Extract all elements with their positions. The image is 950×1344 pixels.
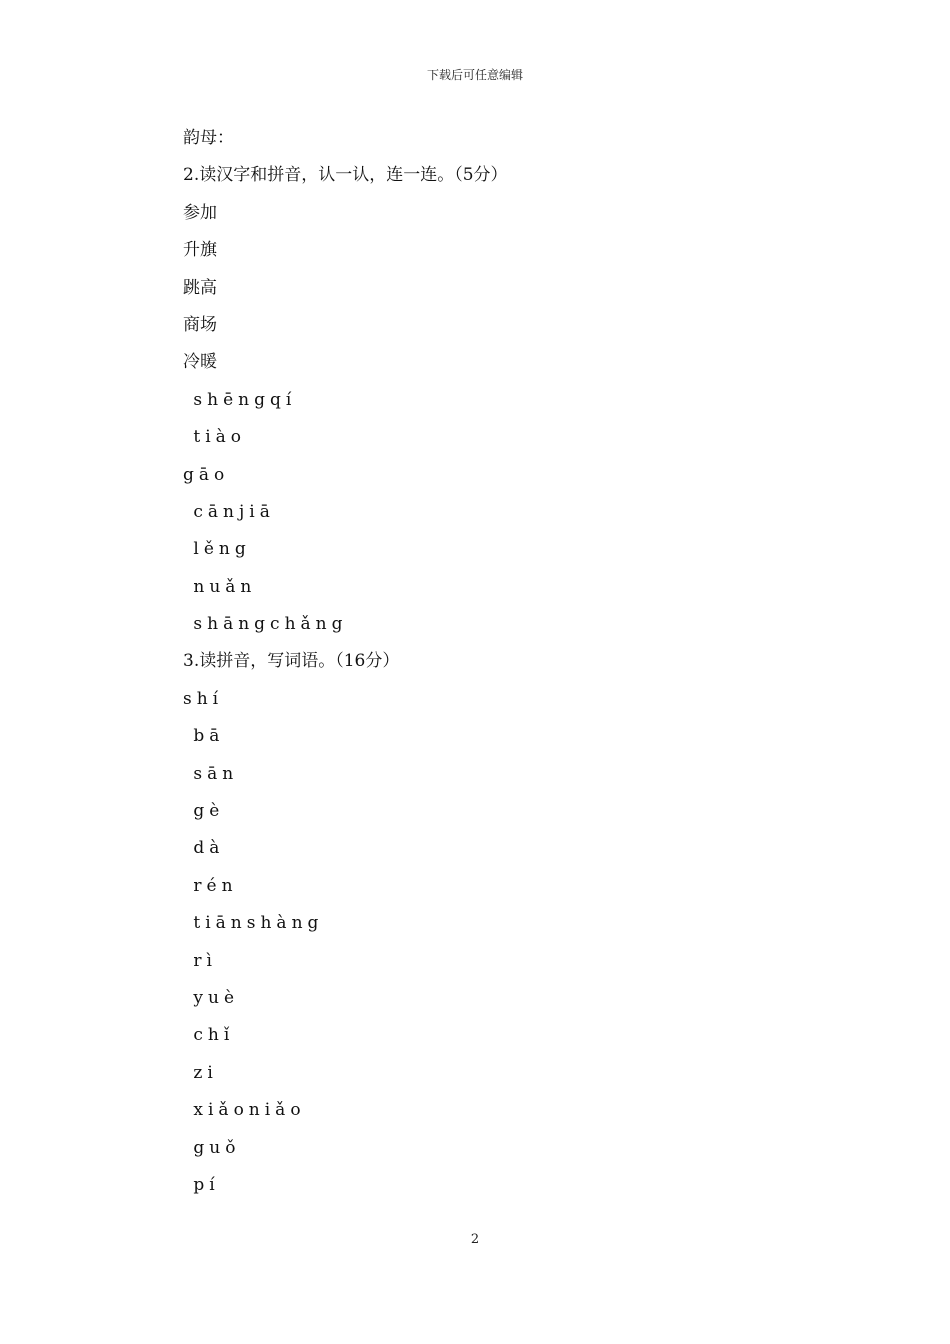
hanzi-line: 参加 xyxy=(183,202,217,223)
hanzi-line: 跳高 xyxy=(183,277,217,298)
pinyin-line: yuè xyxy=(183,987,240,1008)
question-heading: 2.读汉字和拼音，认一认，连一连。（5分） xyxy=(183,165,508,186)
pinyin-line: pí xyxy=(183,1174,220,1195)
document-body xyxy=(183,123,823,1207)
pinyin-line: chǐ xyxy=(183,1025,235,1046)
pinyin-line: xiǎoniǎo xyxy=(183,1100,306,1121)
pinyin-line: sān xyxy=(183,763,239,784)
hanzi-line: 商场 xyxy=(183,314,217,335)
pinyin-line: lěng xyxy=(183,539,251,560)
pinyin-line: tiānshàng xyxy=(183,913,324,934)
pinyin-line: nuǎn xyxy=(183,576,257,597)
hanzi-line: 冷暖 xyxy=(183,352,217,373)
hanzi-line: 韵母： xyxy=(183,128,234,148)
page-header: 下载后可任意编辑 xyxy=(426,68,523,82)
pinyin-line: shí xyxy=(183,688,224,709)
pinyin-line: shēngqí xyxy=(183,389,297,410)
pinyin-line: cānjiā xyxy=(183,501,275,522)
pinyin-line: gè xyxy=(183,801,225,822)
pinyin-line: bā xyxy=(183,726,225,747)
question-heading: 3.读拼音，写词语。（16分） xyxy=(183,651,400,672)
page-number: 2 xyxy=(470,1232,480,1247)
hanzi-line: 升旗 xyxy=(183,240,217,261)
pinyin-line: dà xyxy=(183,838,225,859)
pinyin-line: tiào xyxy=(183,427,247,448)
pinyin-line: shāngchǎng xyxy=(183,614,348,635)
pinyin-line: zi xyxy=(183,1062,218,1083)
pinyin-line: rén xyxy=(183,875,238,896)
pinyin-line: guǒ xyxy=(183,1137,241,1158)
pinyin-line: rì xyxy=(183,950,217,971)
pinyin-line: gāo xyxy=(183,464,230,485)
